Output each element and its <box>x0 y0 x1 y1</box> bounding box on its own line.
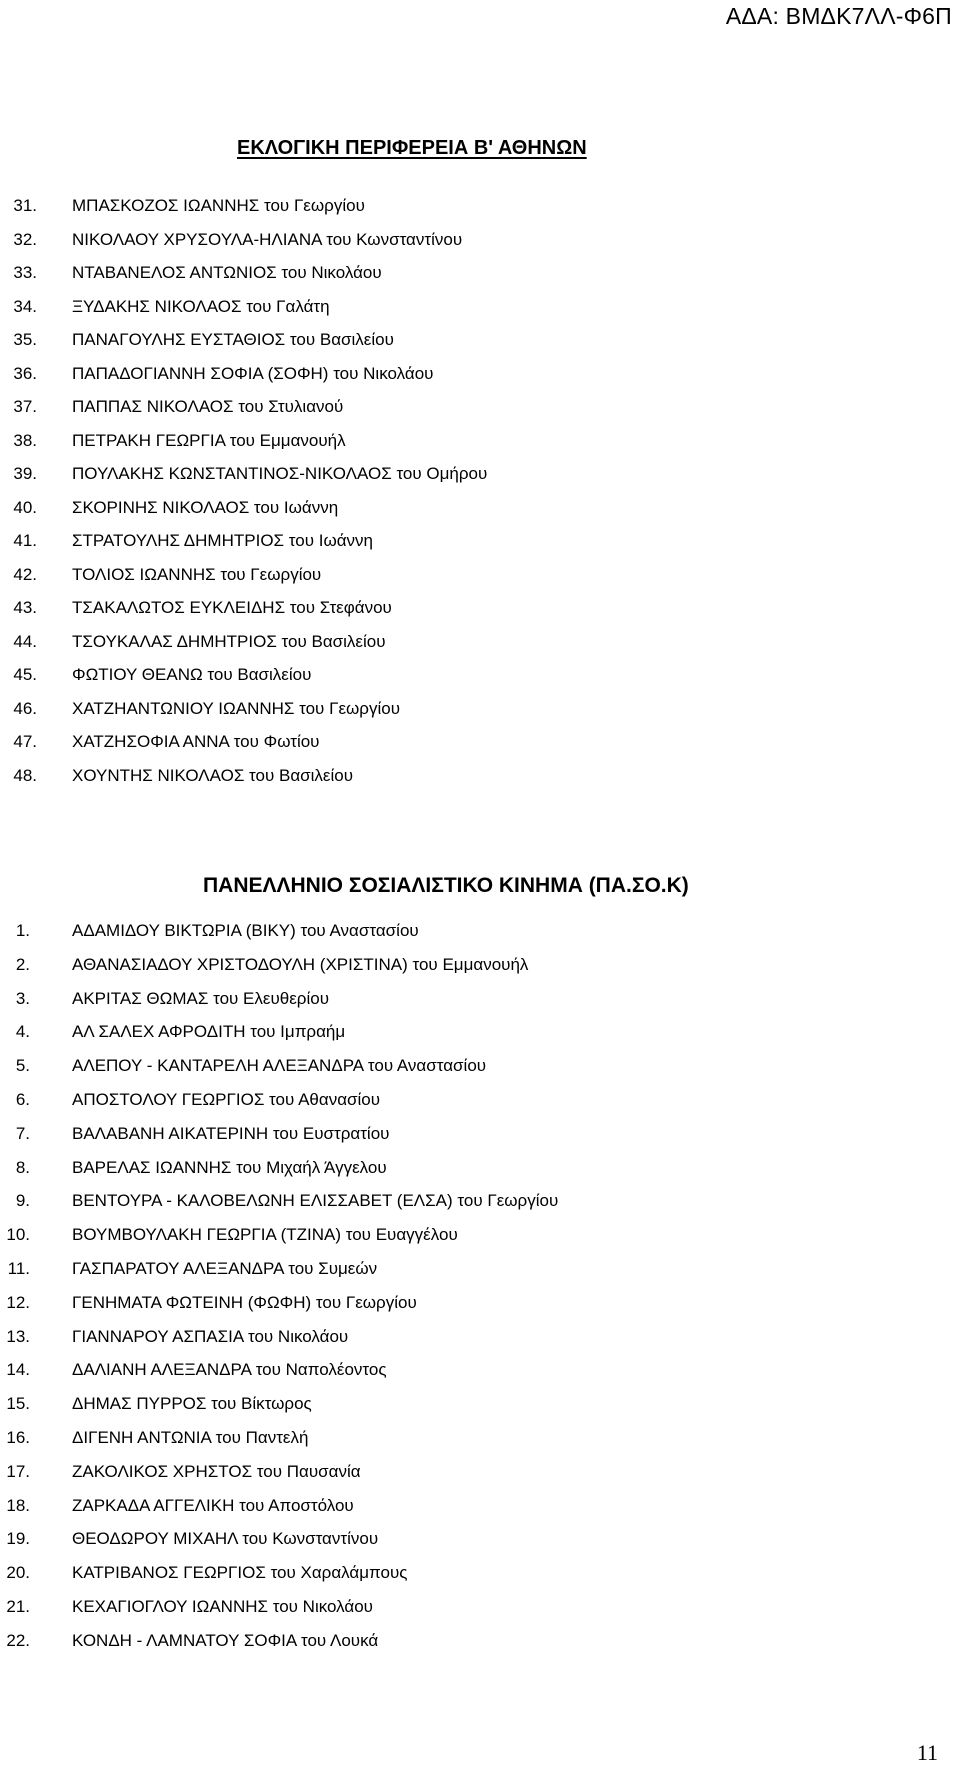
candidate-name: ΠΑΠΠΑΣ ΝΙΚΟΛΑΟΣ του Στυλιανού <box>72 397 344 416</box>
section-title-party: ΠΑΝΕΛΛΗΝΙΟ ΣΟΣΙΑΛΙΣΤΙΚΟ ΚΙΝΗΜΑ (ΠΑ.ΣΟ.Κ) <box>203 874 689 897</box>
candidate-name: ΒΕΝΤΟΥΡΑ - ΚΑΛΟΒΕΛΩΝΗ ΕΛΙΣΣΑΒΕΤ (ΕΛΣΑ) του Γεωργίου <box>72 1191 559 1211</box>
candidate-name: ΠΑΝΑΓΟΥΛΗΣ ΕΥΣΤΑΘΙΟΣ του Βασιλείου <box>72 330 394 349</box>
item-number: 5. <box>15 1056 30 1076</box>
candidate-name: ΓΕΝΗΜΑΤΑ ΦΩΤΕΙΝΗ (ΦΩΦΗ) του Γεωργίου <box>72 1292 417 1312</box>
item-number: 17. <box>6 1461 30 1481</box>
candidate-name: ΒΑΡΕΛΑΣ ΙΩΑΝΝΗΣ του Μιχαήλ Άγγελου <box>72 1157 387 1177</box>
item-number: 15. <box>6 1394 30 1414</box>
item-number: 32. <box>13 229 37 249</box>
item-number: 2. <box>15 954 30 974</box>
candidate-name: ΖΑΚΟΛΙΚΟΣ ΧΡΗΣΤΟΣ του Παυσανία <box>72 1461 361 1481</box>
candidate-name: ΤΣΟΥΚΑΛΑΣ ΔΗΜΗΤΡΙΟΣ του Βασιλείου <box>72 631 386 651</box>
item-number: 40. <box>13 497 37 517</box>
item-number: 45. <box>13 665 37 684</box>
item-number: 4. <box>15 1022 30 1042</box>
candidate-name: ΞΥΔΑΚΗΣ ΝΙΚΟΛΑΟΣ του Γαλάτη <box>72 296 330 316</box>
candidate-name: ΔΗΜΑΣ ΠΥΡΡΟΣ του Βίκτωρος <box>72 1394 312 1414</box>
candidate-name: ΜΠΑΣΚΟΖΟΣ ΙΩΑΝΝΗΣ του Γεωργίου <box>72 196 365 215</box>
item-number: 13. <box>6 1326 30 1346</box>
item-number: 20. <box>6 1563 30 1583</box>
item-number: 37. <box>13 397 37 416</box>
item-number: 46. <box>13 698 37 718</box>
candidate-name: ΠΟΥΛΑΚΗΣ ΚΩΝΣΤΑΝΤΙΝΟΣ-ΝΙΚΟΛΑΟΣ του Ομήρου <box>72 464 488 483</box>
candidate-name: ΝΙΚΟΛΑΟΥ ΧΡΥΣΟΥΛΑ-ΗΛΙΑΝΑ του Κωνσταντίνου <box>72 229 463 249</box>
item-number: 39. <box>13 464 37 483</box>
candidate-name: ΚΑΤΡΙΒΑΝΟΣ ΓΕΩΡΓΙΟΣ του Χαραλάμπους <box>72 1563 408 1583</box>
section-title-district: ΕΚΛΟΓΙΚΗ ΠΕΡΙΦΕΡΕΙΑ Β' ΑΘΗΝΩΝ <box>237 137 587 159</box>
candidate-name: ΔΙΓΕΝΗ ΑΝΤΩΝΙΑ του Παντελή <box>72 1427 309 1447</box>
item-number: 38. <box>13 430 37 450</box>
ada-code: ΑΔΑ: ΒΜΔΚ7ΛΛ-Φ6Π <box>725 3 952 29</box>
item-number: 3. <box>15 988 30 1008</box>
candidate-name: ΑΘΑΝΑΣΙΑΔΟΥ ΧΡΙΣΤΟΔΟΥΛΗ (ΧΡΙΣΤΙΝΑ) του Εμμανουήλ <box>72 954 529 974</box>
candidate-name: ΣΚΟΡΙΝΗΣ ΝΙΚΟΛΑΟΣ του Ιωάννη <box>72 497 339 517</box>
candidate-name: ΤΟΛΙΟΣ ΙΩΑΝΝΗΣ του Γεωργίου <box>72 564 322 584</box>
item-number: 16. <box>6 1427 30 1447</box>
item-number: 9. <box>15 1191 30 1211</box>
candidate-name: ΤΣΑΚΑΛΩΤΟΣ ΕΥΚΛΕΙΔΗΣ του Στεφάνου <box>72 598 392 617</box>
candidate-name: ΑΚΡΙΤΑΣ ΘΩΜΑΣ του Ελευθερίου <box>72 988 329 1008</box>
item-number: 7. <box>15 1123 30 1143</box>
candidate-name: ΠΑΠΑΔΟΓΙΑΝΝΗ ΣΟΦΙΑ (ΣΟΦΗ) του Νικολάου <box>72 363 434 383</box>
candidate-name: ΝΤΑΒΑΝΕΛΟΣ ΑΝΤΩΝΙΟΣ του Νικολάου <box>72 263 382 282</box>
item-number: 18. <box>6 1495 30 1515</box>
item-number: 42. <box>13 564 37 584</box>
candidate-name: ΒΟΥΜΒΟΥΛΑΚΗ ΓΕΩΡΓΙΑ (ΤΖΙΝΑ) του Ευαγγέλου <box>72 1225 458 1245</box>
item-number: 33. <box>13 263 37 282</box>
item-number: 12. <box>6 1292 30 1312</box>
candidate-name: ΦΩΤΙΟΥ ΘΕΑΝΩ του Βασιλείου <box>72 665 312 684</box>
item-number: 11. <box>7 1258 30 1278</box>
item-number: 22. <box>6 1630 30 1650</box>
item-number: 34. <box>13 296 37 316</box>
candidate-name: ΑΠΟΣΤΟΛΟΥ ΓΕΩΡΓΙΟΣ του Αθανασίου <box>72 1089 381 1109</box>
item-number: 36. <box>13 363 37 383</box>
item-number: 6. <box>15 1089 30 1109</box>
candidate-name: ΣΤΡΑΤΟΥΛΗΣ ΔΗΜΗΤΡΙΟΣ του Ιωάννη <box>72 531 374 550</box>
item-number: 41. <box>13 531 37 550</box>
item-number: 31. <box>13 196 37 215</box>
candidate-name: ΘΕΟΔΩΡΟΥ ΜΙΧΑΗΛ του Κωνσταντίνου <box>72 1529 379 1549</box>
candidate-name: ΑΛΕΠΟΥ - ΚΑΝΤΑΡΕΛΗ ΑΛΕΞΑΝΔΡΑ του Αναστασίου <box>72 1056 487 1076</box>
candidate-name: ΠΕΤΡΑΚΗ ΓΕΩΡΓΙΑ του Εμμανουήλ <box>72 430 346 450</box>
candidate-name: ΚΟΝΔΗ - ΛΑΜΝΑΤΟΥ ΣΟΦΙΑ του Λουκά <box>72 1630 379 1650</box>
item-number: 19. <box>6 1529 30 1549</box>
candidate-name: ΓΑΣΠΑΡΑΤΟΥ ΑΛΕΞΑΝΔΡΑ του Συμεών <box>72 1258 378 1278</box>
candidate-name: ΖΑΡΚΑΔΑ ΑΓΓΕΛΙΚΗ του Αποστόλου <box>72 1495 354 1515</box>
item-number: 47. <box>13 732 37 751</box>
page-number: 11 <box>916 1740 938 1765</box>
candidate-name: ΚΕΧΑΓΙΟΓΛΟΥ ΙΩΑΝΝΗΣ του Νικολάου <box>72 1596 373 1616</box>
candidate-name: ΧΟΥΝΤΗΣ ΝΙΚΟΛΑΟΣ του Βασιλείου <box>72 765 354 785</box>
candidate-name: ΓΙΑΝΝΑΡΟΥ ΑΣΠΑΣΙΑ του Νικολάου <box>72 1326 349 1346</box>
candidate-name: ΑΛ ΣΑΛΕΧ ΑΦΡΟΔΙΤΗ του Ιμπραήμ <box>72 1022 346 1042</box>
candidate-name: ΧΑΤΖΗΣΟΦΙΑ ΑΝΝΑ του Φωτίου <box>72 732 320 751</box>
candidate-name: ΑΔΑΜΙΔΟΥ ΒΙΚΤΩΡΙΑ (ΒΙΚΥ) του Αναστασίου <box>72 921 419 940</box>
item-number: 21. <box>6 1596 30 1616</box>
item-number: 43. <box>13 598 37 617</box>
item-number: 35. <box>13 330 37 349</box>
item-number: 14. <box>6 1360 30 1380</box>
item-number: 8. <box>15 1157 30 1177</box>
item-number: 44. <box>13 631 37 651</box>
item-number: 1. <box>15 921 30 940</box>
item-number: 48. <box>13 765 37 785</box>
candidate-name: ΒΑΛΑΒΑΝΗ ΑΙΚΑΤΕΡΙΝΗ του Ευστρατίου <box>72 1123 390 1143</box>
item-number: 10. <box>6 1225 30 1245</box>
candidate-name: ΔΑΛΙΑΝΗ ΑΛΕΞΑΝΔΡΑ του Ναπολέοντος <box>72 1360 387 1380</box>
candidate-name: ΧΑΤΖΗΑΝΤΩΝΙΟΥ ΙΩΑΝΝΗΣ του Γεωργίου <box>72 698 400 718</box>
